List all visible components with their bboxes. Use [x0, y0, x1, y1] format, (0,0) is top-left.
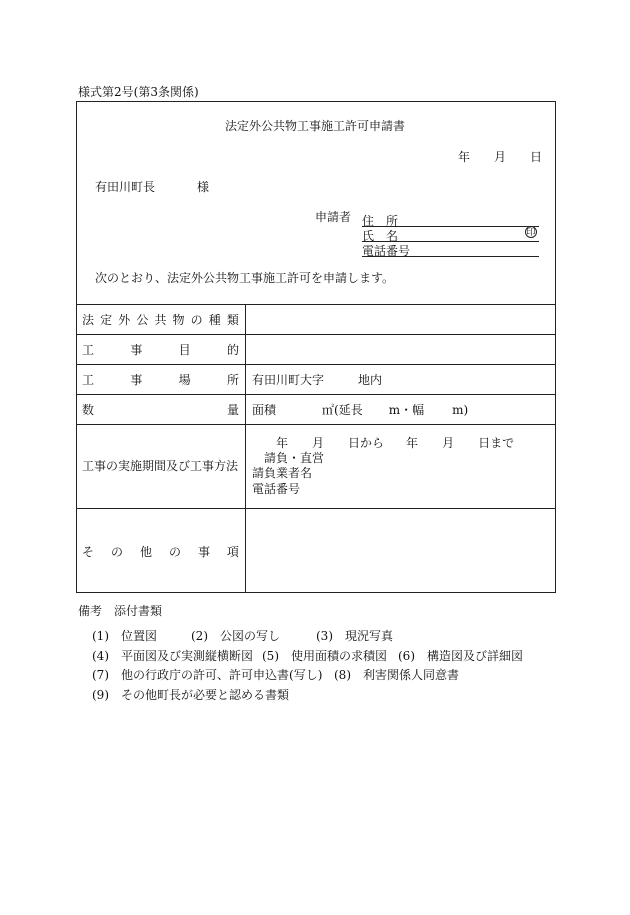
addressee: [95, 181, 209, 193]
label-char: 事: [197, 545, 210, 559]
period-end-month: 月: [442, 436, 455, 450]
attachment-num: (2): [191, 629, 208, 643]
label-char: 場: [178, 373, 191, 387]
attachment-text: その他町長が必要と認める書類: [121, 688, 290, 702]
label-char: の: [168, 545, 181, 559]
label-char: 量: [226, 403, 239, 417]
addressee-name: 有田川町長: [95, 180, 156, 194]
period-start-day: 日から: [348, 436, 385, 450]
label-char: 工: [82, 343, 95, 357]
date-day-label: 日: [530, 150, 543, 164]
label-char: 事: [130, 373, 143, 387]
label-char: の: [190, 313, 203, 327]
location-place: 有田川町大字: [252, 373, 325, 387]
label-char: 目: [178, 343, 191, 357]
applicant-label: 申請者: [315, 210, 352, 224]
applicant-address-label: 住 所: [362, 214, 399, 228]
label-char: 公: [136, 313, 149, 327]
attachment-num: (3): [316, 629, 333, 643]
date-year-label: 年: [458, 150, 471, 164]
row-label-other: [82, 546, 239, 558]
row-label-purpose: [82, 344, 239, 356]
attachment-num: (1): [92, 629, 109, 643]
applicant-name-field[interactable]: [362, 226, 539, 242]
applicant-name-label: 氏 名: [362, 229, 399, 243]
row-label-type: [82, 314, 239, 326]
attachment-item: [398, 650, 523, 662]
table-rule: [77, 508, 555, 509]
applicant-phone-field[interactable]: [362, 241, 539, 257]
label-char: 定: [100, 313, 113, 327]
form-title: 法定外公共物工事施工許可申請書: [224, 119, 405, 133]
location-value[interactable]: [252, 374, 382, 386]
attachment-text: 公図の写し: [220, 629, 281, 643]
application-statement: 次のとおり、法定外公共物工事施工許可を申請します。: [95, 271, 395, 285]
attachment-item: [92, 630, 157, 642]
table-rule: [77, 304, 555, 305]
label-char: 種: [208, 313, 221, 327]
row-label-location: [82, 374, 239, 386]
attachment-text: 位置図: [121, 629, 158, 643]
label-char: 的: [226, 343, 239, 357]
label-char: 共: [154, 313, 167, 327]
attachment-text: 他の行政庁の許可、許可申込書(写し): [121, 668, 323, 682]
quantity-value[interactable]: [252, 404, 468, 416]
attachment-num: (8): [334, 668, 351, 682]
attachment-item: [92, 650, 253, 662]
label-char: 他: [139, 545, 152, 559]
label-char: 法: [82, 313, 95, 327]
table-column-divider: [245, 304, 246, 593]
label-char: 工: [82, 373, 95, 387]
attachment-text: 構造図及び詳細図: [427, 649, 524, 663]
attachment-text: 使用面積の求積図: [291, 649, 388, 663]
attachment-num: (7): [92, 668, 109, 682]
contractor-name-label[interactable]: 請負業者名: [252, 466, 313, 480]
date-line: [458, 151, 542, 163]
period-end-year: 年: [406, 436, 419, 450]
row-label-quantity: [82, 404, 239, 416]
contractor-phone-label[interactable]: 電話番号: [252, 482, 301, 496]
attachment-item: [92, 669, 322, 681]
area-label: 面積: [252, 403, 277, 417]
attachment-text: 現況写真: [345, 629, 394, 643]
table-rule: [77, 364, 555, 365]
attachment-num: (6): [398, 649, 415, 663]
attachment-item: [316, 630, 393, 642]
period-start-year: 年: [276, 436, 289, 450]
attachment-item: [334, 669, 459, 681]
label-char: そ: [82, 545, 95, 559]
applicant-phone-label: 電話番号: [362, 244, 411, 258]
location-suffix: 地内: [358, 373, 383, 387]
period-start-month: 月: [312, 436, 325, 450]
table-rule: [77, 394, 555, 395]
label-char: 数: [82, 403, 95, 417]
seal-mark: 印: [526, 228, 536, 238]
attachment-num: (9): [92, 688, 109, 702]
addressee-honorific: 様: [197, 180, 210, 194]
width-unit: m): [452, 403, 469, 417]
notes-heading: 備考 添付書類: [78, 604, 163, 618]
date-month-label: 月: [494, 150, 507, 164]
form-code: 様式第2号(第3条関係): [78, 85, 199, 99]
label-char: 外: [118, 313, 131, 327]
attachment-num: (5): [262, 649, 279, 663]
attachment-item: [92, 689, 289, 701]
attachment-item: [191, 630, 280, 642]
period-line[interactable]: [276, 437, 514, 449]
length-unit: m・幅: [388, 403, 425, 417]
label-char: 項: [226, 545, 239, 559]
label-char: 所: [226, 373, 239, 387]
contract-type[interactable]: 請負・直営: [264, 451, 325, 465]
label-char: 類: [226, 313, 239, 327]
attachment-item: [262, 650, 387, 662]
area-unit: ㎡(延長: [322, 403, 363, 417]
label-char: 事: [130, 343, 143, 357]
attachment-text: 利害関係人同意書: [363, 668, 460, 682]
label-char: の: [110, 545, 123, 559]
row-label-period-method: 工事の実施期間及び工事方法: [82, 459, 239, 473]
period-end-day: 日まで: [478, 436, 515, 450]
table-rule: [77, 334, 555, 335]
table-rule: [77, 424, 555, 425]
label-char: 物: [172, 313, 185, 327]
attachment-text: 平面図及び実測縦横断図: [121, 649, 254, 663]
attachment-num: (4): [92, 649, 109, 663]
applicant-address-field[interactable]: [362, 211, 539, 227]
